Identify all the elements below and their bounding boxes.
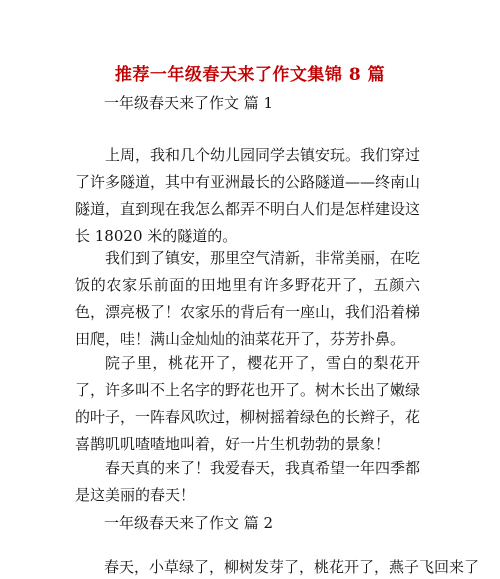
paragraph-1: 上周，我和几个幼儿园同学去镇安玩。我们穿过了许多隧道，其中有亚洲最长的公路隧道——终南山隧道，直到现在我怎么都弄不明白人们是怎样建设这长 18020 米的隧道的。 xyxy=(75,146,421,245)
document-title: 推荐一年级春天来了作文集锦 8 篇 xyxy=(114,65,386,85)
paragraph-2: 我们到了镇安，那里空气清新，非常美丽，在吃饭的农家乐前面的田地里有许多野花开了，五颜六色，漂亮极了！农家乐的背后有一座山，我们沿着梯田爬，哇！满山金灿灿的油菜花开了，芬芳扑鼻。 xyxy=(75,249,421,348)
paragraph-4: 春天真的来了！我爱春天，我真希望一年四季都是这美丽的春天！ xyxy=(75,459,421,504)
cutoff-text-line: 春天，小草绿了，柳树发芽了，桃花开了，燕子飞回来了 xyxy=(104,558,480,576)
section-heading-1: 一年级春天来了作文 篇 1 xyxy=(104,94,274,112)
section-heading-2: 一年级春天来了作文 篇 2 xyxy=(104,514,274,532)
paragraph-3: 院子里，桃花开了，樱花开了，雪白的梨花开了，许多叫不上名字的野花也开了。树木长出了嫩绿的叶子，一阵春风吹过，柳树摇着绿色的长辫子，花喜鹊叽叽喳喳地叫着，好一片生机勃勃的景象！ xyxy=(75,354,421,453)
